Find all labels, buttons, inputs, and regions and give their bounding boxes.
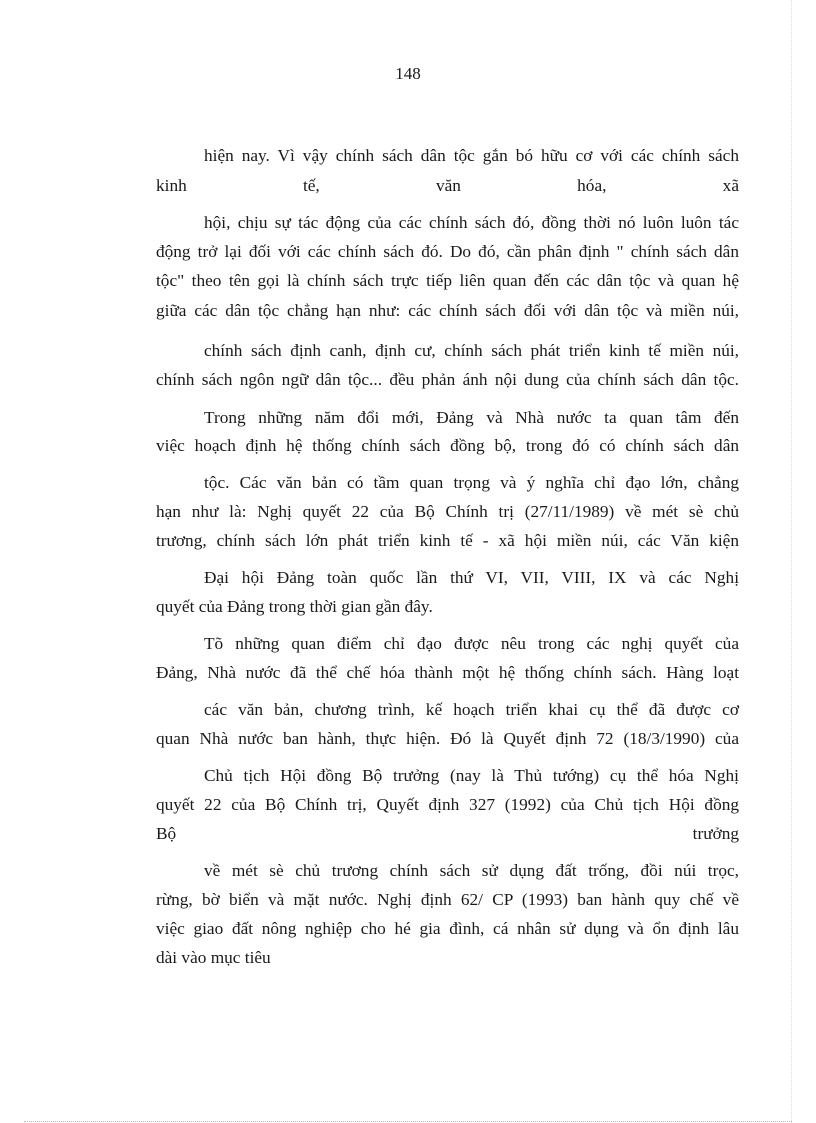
text-line-3: hội, chịu sự tác động của các chính sách đó, đồng thời nó luôn luôn tác bbox=[204, 213, 739, 232]
text-line-12: hạn như là: Nghị quyết 22 của Bộ Chính trị (27/11/1989) về mét sè chủ bbox=[156, 502, 739, 521]
text-line-2: kinh tế, văn hóa, xã bbox=[156, 176, 739, 195]
text-line-20: Chủ tịch Hội đồng Bộ trưởng (nay là Thủ tướng) cụ thể hóa Nghị bbox=[204, 766, 739, 785]
text-line-18: các văn bản, chương trình, kế hoạch triển khai cụ thể đã được cơ bbox=[204, 700, 739, 719]
text-line-10: việc hoạch định hệ thống chính sách đồng bộ, trong đó có chính sách dân bbox=[156, 436, 739, 455]
text-line-5: tộc" theo tên gọi là chính sách trực tiếp liên quan đến các dân tộc và quan hệ bbox=[156, 271, 739, 290]
text-line-4: động trở lại đối với các chính sách đó. Do đó, cần phân định " chính sách dân bbox=[156, 242, 739, 261]
page-bottom-line bbox=[24, 1121, 792, 1122]
text-line-17: Đảng, Nhà nước đã thể chế hóa thành một hệ thống chính sách. Hàng loạt bbox=[156, 663, 739, 682]
text-line-8: chính sách ngôn ngữ dân tộc... đều phản ánh nội dung của chính sách dân tộc. bbox=[156, 370, 739, 389]
text-line-22: Bộ trưởng bbox=[156, 824, 739, 843]
text-line-15: quyết của Đảng trong thời gian gần đây. bbox=[156, 597, 433, 616]
page-edge-line bbox=[791, 0, 792, 1123]
text-line-19: quan Nhà nước ban hành, thực hiện. Đó là Quyết định 72 (18/3/1990) của bbox=[156, 729, 739, 748]
text-line-1: hiện nay. Vì vậy chính sách dân tộc gắn bó hữu cơ với các chính sách bbox=[204, 146, 739, 165]
text-line-13: trương, chính sách lớn phát triển kinh tế - xã hội miền núi, các Văn kiện bbox=[156, 531, 739, 550]
text-line-9: Trong những năm đổi mới, Đảng và Nhà nước ta quan tâm đến bbox=[204, 408, 739, 427]
text-line-14: Đại hội Đảng toàn quốc lần thứ VI, VII, VIII, IX và các Nghị bbox=[204, 568, 739, 587]
text-line-16: Tõ những quan điểm chỉ đạo được nêu trong các nghị quyết của bbox=[204, 634, 739, 653]
page-number: 148 bbox=[395, 64, 421, 83]
text-line-7: chính sách định canh, định cư, chính sách phát triển kinh tế miền núi, bbox=[204, 341, 739, 360]
text-line-26: dài vào mục tiêu bbox=[156, 948, 271, 967]
text-line-11: tộc. Các văn bản có tầm quan trọng và ý nghĩa chỉ đạo lớn, chẳng bbox=[204, 473, 739, 492]
text-line-21: quyết 22 của Bộ Chính trị, Quyết định 327 (1992) của Chủ tịch Hội đồng bbox=[156, 795, 739, 814]
text-line-6: giữa các dân tộc chẳng hạn như: các chính sách đối với dân tộc và miền núi, bbox=[156, 301, 739, 320]
text-line-25: việc giao đất nông nghiệp cho hé gia đình, cá nhân sử dụng và ổn định lâu bbox=[156, 919, 739, 938]
text-line-24: rừng, bờ biển và mặt nước. Nghị định 62/ CP (1993) ban hành quy chế về bbox=[156, 890, 739, 909]
text-line-23: về mét sè chủ trương chính sách sử dụng đất trống, đồi núi trọc, bbox=[204, 861, 739, 880]
